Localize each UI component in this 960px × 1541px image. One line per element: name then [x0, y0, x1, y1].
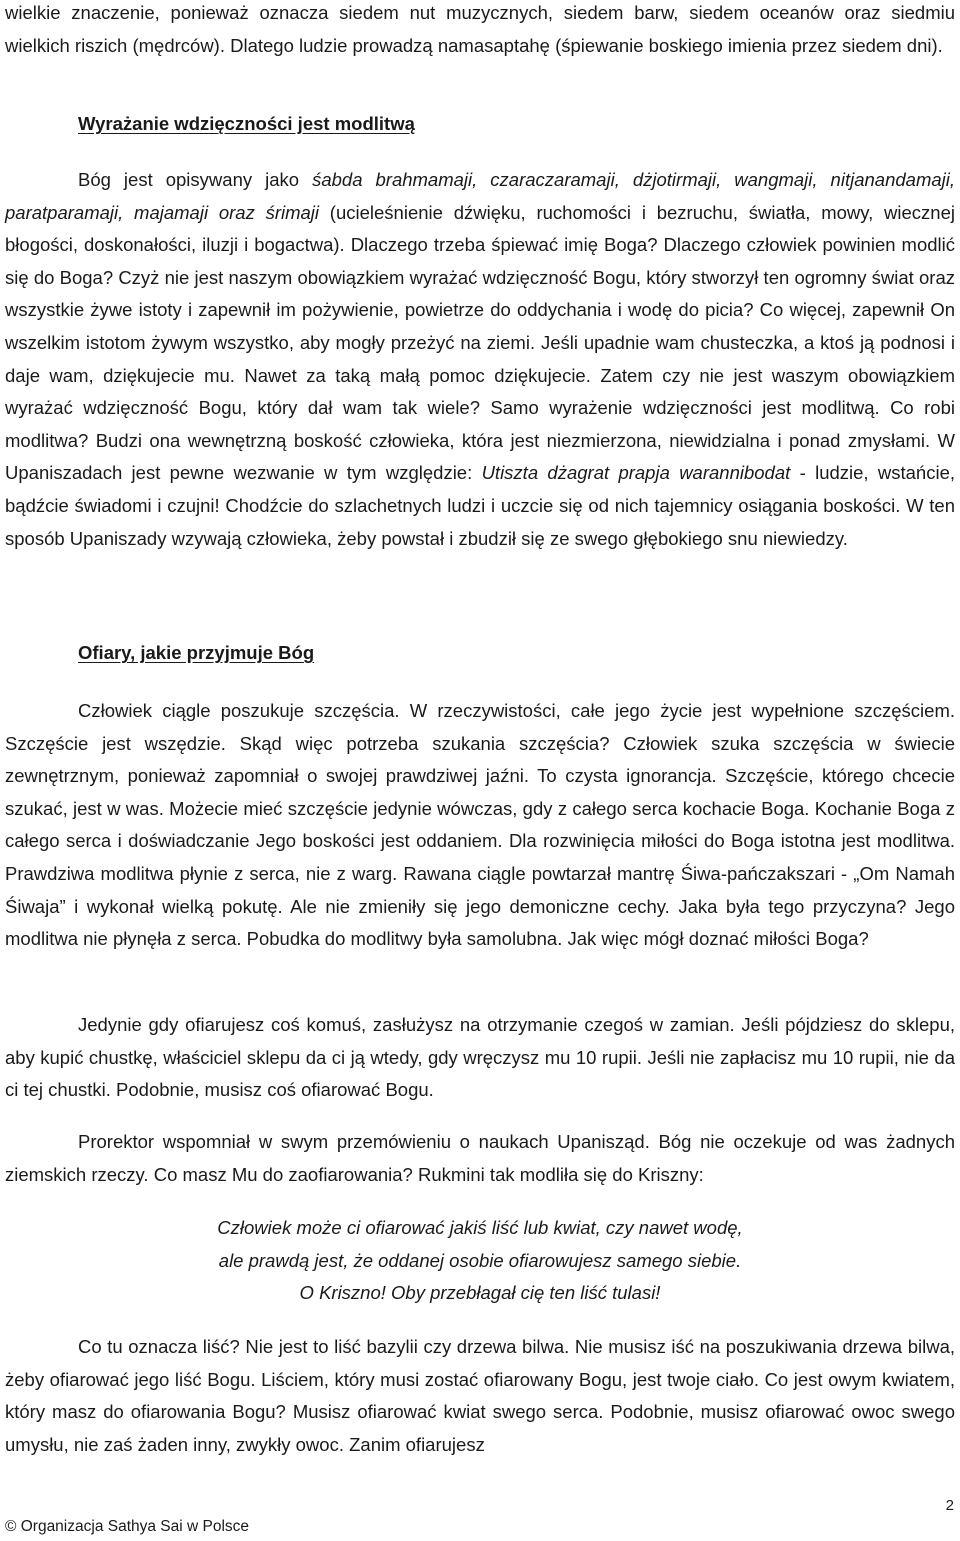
paragraph-upanishads: Prorektor wspomniał w swym przemówieniu o naukach Upanisząd. Bóg nie oczekuje od was żadnych ziemskich rzeczy. Co masz Mu do zaofiarowania? Rukmini tak modliła się do Kriszny: [5, 1131, 955, 1185]
heading-gratitude-text: Wyrażanie wdzięczności jest modlitwą [78, 113, 415, 134]
paragraph-shop: Jedynie gdy ofiarujesz coś komuś, zasłużysz na otrzymanie czegoś w zamian. Jeśli pójdziesz do sklepu, aby kupić chustkę, właściciel sklepu da ci ją wtedy, gdy wręczysz mu 10 rupii. Jeśli nie zapłacisz mu 10 rupii, nie da ci tej chustki. Podobnie, musisz coś ofiarować Bogu. [5, 1014, 955, 1101]
paragraph-leaf: Co tu oznacza liść? Nie jest to liść bazylii czy drzewa bilwa. Nie musisz iść na poszukiwania drzewa bilwa, żeby ofiarować jego liść Bogu. Liściem, który musi zostać ofiarowany Bogu, jest twoje ciało. Co jest owym kwiatem, który masz do ofiarowania Bogu? Musisz ofiarować kwiat swego serca. Podobnie, musisz ofiarować owoc swego umysłu, nie zaś żaden inny, zwykły owoc. Zanim ofiarujesz [5, 1336, 955, 1455]
paragraph-gratitude [5, 164, 955, 555]
para1-upanishad-quote: Utiszta dżagrat prapja warannibodat [481, 462, 791, 484]
heading-offerings [78, 642, 314, 664]
quote-line-2: ale prawdą jest, że oddanej osobie ofiarowujesz samego siebie. [218, 1249, 742, 1271]
para1-part-e: - ludzie, wstańcie, bądźcie świadomi i czujni! Chodźcie do szlachetnych ludzi i uczcie się od nich tajemnicy osiągania boskości. W ten sposób Upaniszady wzywają człowieka, żeby powstał i zbudził się ze swego głębokiego snu niewiedzy. [5, 462, 955, 549]
rukmini-prayer-quote [0, 1212, 960, 1310]
para1-part-a: Bóg jest opisywany jako [78, 169, 313, 190]
paragraph-intro: wielkie znaczenie, ponieważ oznacza siedem nut muzycznych, siedem barw, siedem oceanów oraz siedmiu wielkich riszich (mędrców). Dlatego ludzie prowadzą namasaptahę (śpiewanie boskiego imienia przez siedem dni). [5, 2, 955, 56]
heading-offerings-text: Ofiary, jakie przyjmuje Bóg [78, 642, 315, 663]
para1-sanskrit-names: śabda brahmamaji, czaraczaramaji, dżjotirmaji, wangmaji, nitjanandamaji, paratparamaji, majamaji oraz śrimaji [5, 169, 955, 223]
page-number: 2 [945, 1497, 954, 1514]
heading-gratitude [78, 113, 415, 135]
quote-line-1: Człowiek może ci ofiarować jakiś liść lub kwiat, czy nawet wodę, [217, 1217, 743, 1238]
footer-copyright: © Organizacja Sathya Sai w Polsce [5, 1518, 250, 1535]
para1-part-c: (ucieleśnienie dźwięku, ruchomości i bezruchu, światła, mowy, wiecznej błogości, doskonałości, iluzji i bogactwa). Dlaczego trzeba śpiewać imię Boga? Dlaczego człowiek powinien modlić się do Boga? Czyż nie jest naszym obowiązkiem wyrażać wdzięczność Bogu, który stworzył ten ogromny świat oraz wszystkie żywe istoty i zapewnił im pożywienie, powietrze do oddychania i wodę do picia? Co więcej, zapewnił On wszelkim istotom żywym wszystko, aby mogły przeżyć na ziemi. Jeśli upadnie wam chusteczka, a ktoś ją podnosi i daje wam, dziękujecie mu. Nawet za taką małą pomoc dziękujecie. Zatem czy nie jest waszym obowiązkiem wyrażać wdzięczność Bogu, który dał wam tak wiele? Samo wyrażenie wdzięczności jest modlitwą. Co robi modlitwa? Budzi ona wewnętrzną boskość człowieka, która jest niezmierzona, niewidzialna i ponad zmysłami. W Upaniszadach jest pewne wezwanie w tym względzie: [5, 201, 955, 484]
paragraph-happiness: Człowiek ciągle poszukuje szczęścia. W rzeczywistości, całe jego życie jest wypełnione szczęściem. Szczęście jest wszędzie. Skąd więc potrzeba szukania szczęścia? Człowiek szuka szczęścia w świecie zewnętrznym, ponieważ zapomniał o swojej prawdziwej jaźni. To czysta ignorancja. Szczęście, którego chcecie szukać, jest w was. Możecie mieć szczęście jedynie wówczas, gdy z całego serca kochacie Boga. Kochanie Boga z całego serca i doświadczanie Jego boskości jest oddaniem. Dla rozwinięcia miłości do Boga istotna jest modlitwa. Prawdziwa modlitwa płynie z serca, nie z warg. Rawana ciągle powtarzał mantrę Śiwa-pańczakszari - „Om Namah Śiwaja” i wykonał wielką pokutę. Ale nie zmieniły się jego demoniczne cechy. Jaka była tego przyczyna? Jego modlitwa nie płynęła z serca. Pobudka do modlitwy była samolubna. Jak więc mógł doznać miłości Boga? [5, 700, 955, 950]
quote-line-3: O Kriszno! Oby przebłagał cię ten liść tulasi! [299, 1282, 661, 1303]
